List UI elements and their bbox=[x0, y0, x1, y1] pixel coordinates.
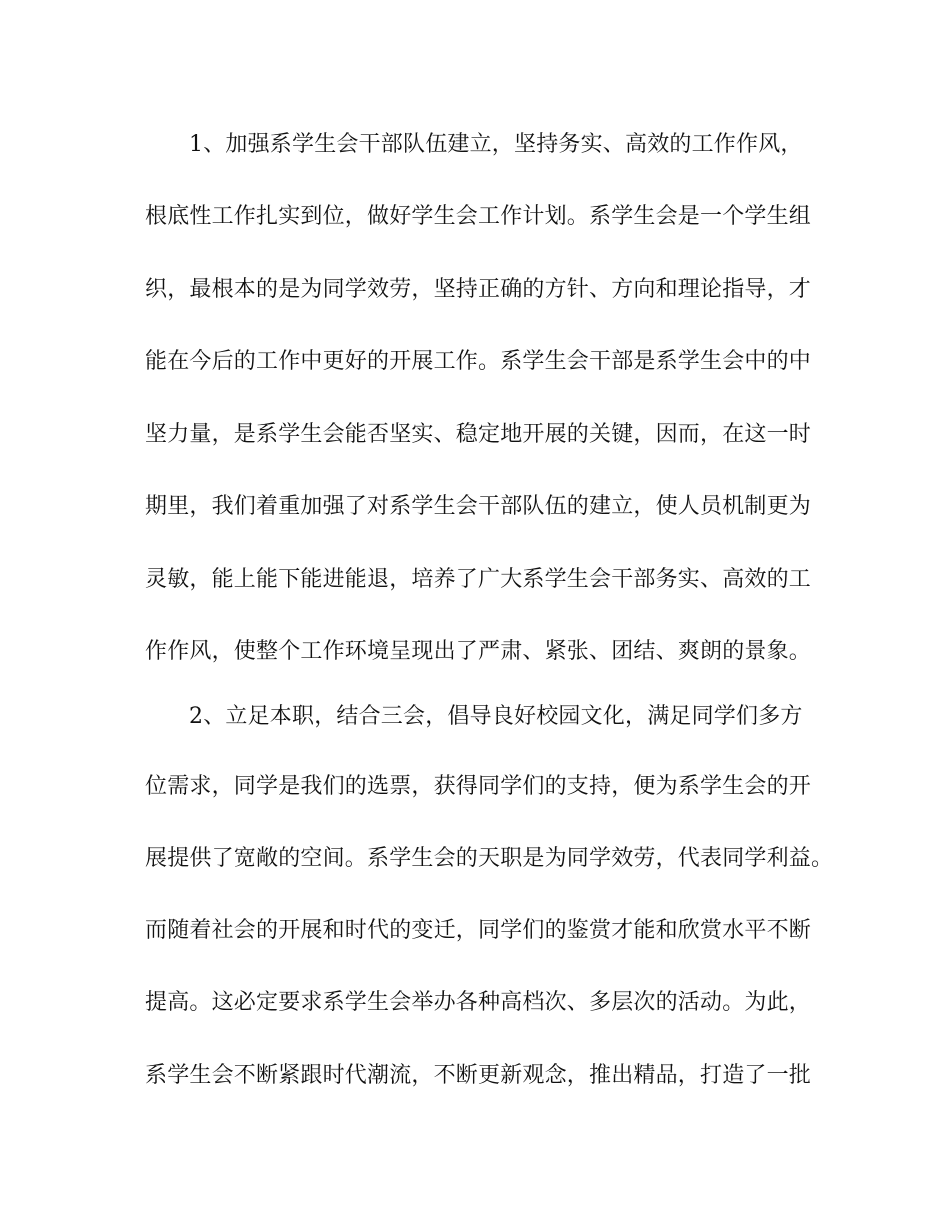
paragraph-1-line-8: 作作风，使整个工作环境呈现出了严肃、紧张、团结、爽朗的景象。 bbox=[145, 639, 812, 664]
paragraph-1-line-3: 织，最根本的是为同学效劳，坚持正确的方针、方向和理论指导，才 bbox=[145, 277, 812, 302]
paragraph-2-line-2: 位需求，同学是我们的选票，获得同学们的支持，便为系学生会的开 bbox=[145, 774, 812, 799]
paragraph-1-line-4: 能在今后的工作中更好的开展工作。系学生会干部是系学生会中的中 bbox=[145, 349, 812, 374]
paragraph-2-line-6: 系学生会不断紧跟时代潮流，不断更新观念，推出精品，打造了一批 bbox=[145, 1063, 812, 1088]
paragraph-2-line-1: 2、立足本职，结合三会，倡导良好校园文化，满足同学们多方 bbox=[189, 704, 803, 729]
paragraph-2-line-4: 而随着社会的开展和时代的变迁，同学们的鉴赏才能和欣赏水平不断 bbox=[145, 918, 812, 943]
paragraph-1-line-7: 灵敏，能上能下能进能退，培养了广大系学生会干部务实、高效的工 bbox=[145, 567, 812, 592]
paragraph-2-line-5: 提高。这必定要求系学生会举办各种高档次、多层次的活动。为此， bbox=[145, 990, 812, 1015]
paragraph-1-line-5: 坚力量，是系学生会能否坚实、稳定地开展的关键，因而，在这一时 bbox=[145, 422, 812, 447]
paragraph-2-line-3: 展提供了宽敞的空间。系学生会的天职是为同学效劳，代表同学利益。 bbox=[145, 846, 834, 871]
paragraph-1-line-2: 根底性工作扎实到位，做好学生会工作计划。系学生会是一个学生组 bbox=[145, 204, 812, 229]
paragraph-1-line-1: 1、加强系学生会干部队伍建立，坚持务实、高效的工作作风， bbox=[189, 132, 803, 157]
paragraph-1-line-6: 期里，我们着重加强了对系学生会干部队伍的建立，使人员机制更为 bbox=[145, 494, 812, 519]
